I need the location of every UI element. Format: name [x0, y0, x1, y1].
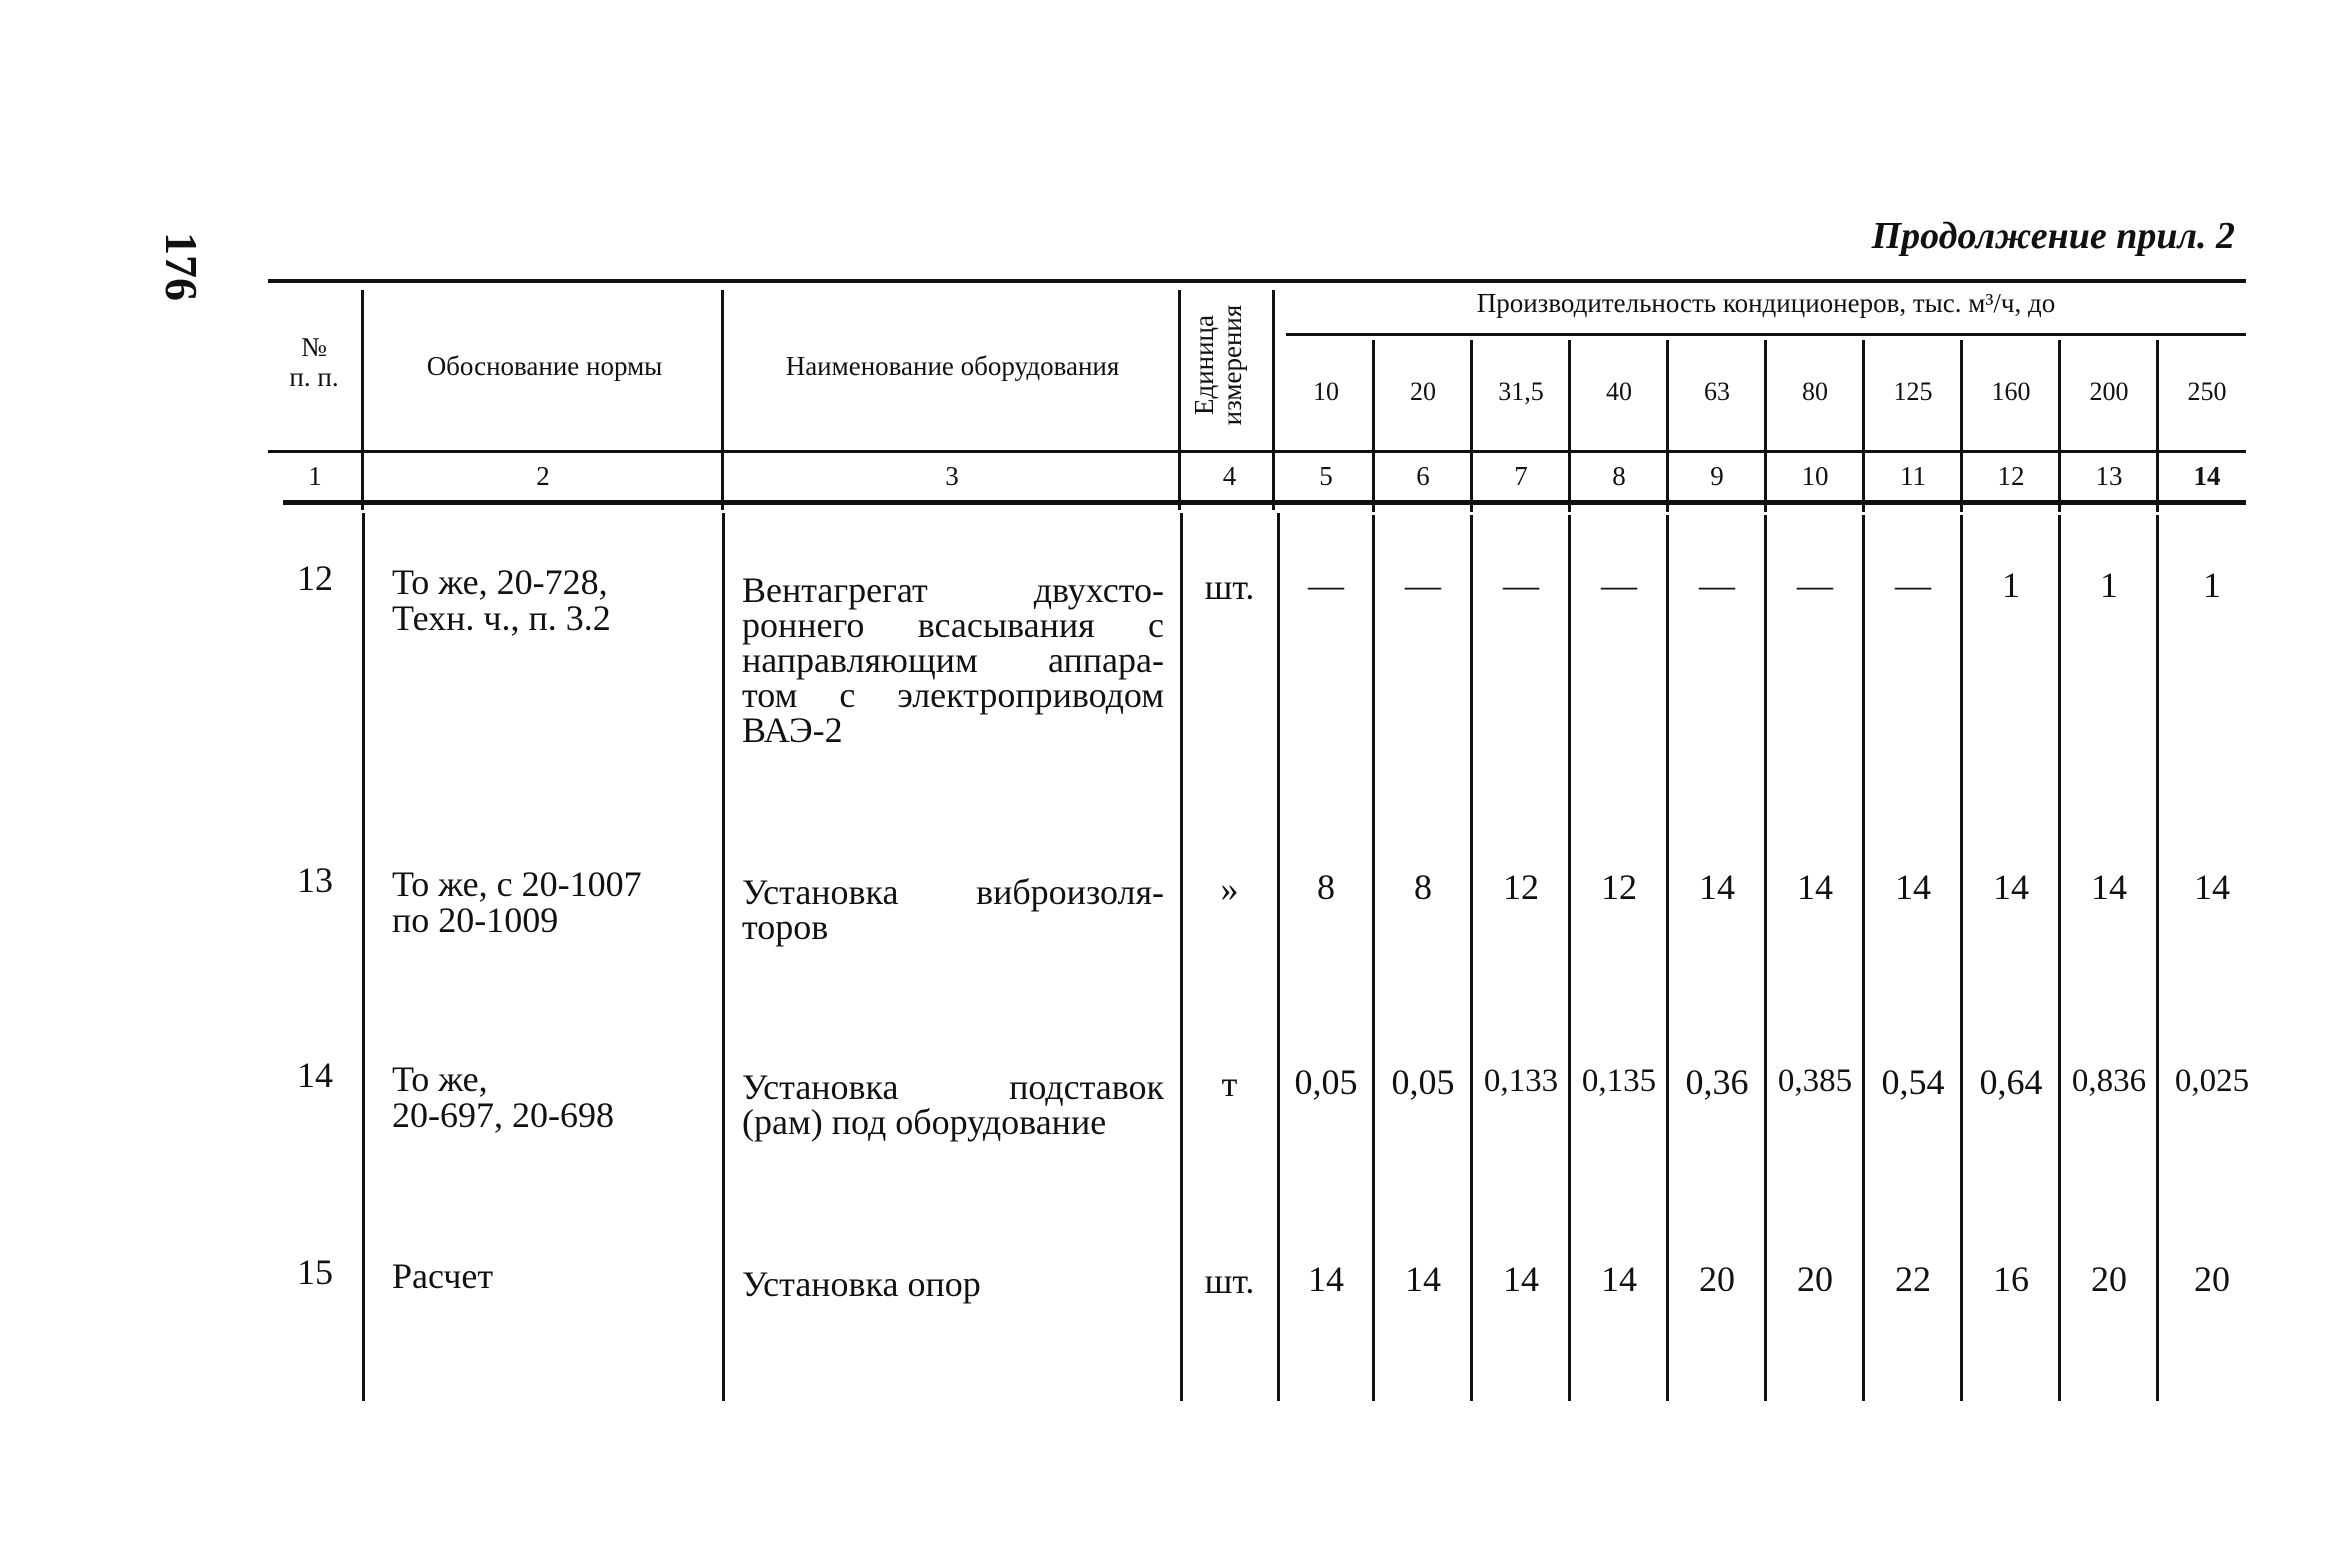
capacity-value: 8 [1317, 867, 1335, 907]
capacity-value: 0,54 [1881, 1062, 1945, 1102]
capacity-value: 0,836 [2071, 1063, 2147, 1099]
col-unit-header [1190, 290, 1270, 440]
capacity-value: 14 [2194, 867, 2230, 907]
column-number: 6 [1416, 461, 1430, 491]
capacity-value: 0,133 [1483, 1063, 1559, 1099]
capacity-value: 12 [1601, 867, 1637, 907]
capacity-value: 20 [2194, 1259, 2230, 1299]
column-number: 7 [1514, 461, 1528, 491]
capacity-value: — [1699, 565, 1735, 605]
capacity-value: 0,025 [2174, 1063, 2250, 1099]
equipment-name-line: роннего всасывания с [742, 605, 1164, 645]
column-number: 8 [1612, 461, 1626, 491]
capacity-value: 14 [1895, 867, 1931, 907]
equipment-name-line: торов [742, 907, 829, 947]
colnum-bottom-rule [283, 500, 2246, 505]
capacity-value: 14 [1699, 867, 1735, 907]
col-name-header: Наименование оборудования [785, 351, 1120, 381]
capacity-value: 0,05 [1294, 1062, 1358, 1102]
capacity-header-cell: 160 [1991, 377, 2031, 406]
column-number: 14 [2193, 461, 2221, 491]
header-bottom-rule [268, 450, 2246, 453]
capacity-value: 0,385 [1777, 1063, 1853, 1099]
col-no-header-line2: п. п. [289, 362, 339, 392]
capacity-value: 14 [1993, 867, 2029, 907]
continuation-caption: Продолжение прил. 2 [1871, 215, 2235, 257]
capacity-header-cell: 80 [1802, 377, 1828, 406]
capacity-value: 22 [1895, 1259, 1931, 1299]
basis-line: Расчет [392, 1256, 494, 1296]
capacity-value: 0,135 [1581, 1063, 1657, 1099]
column-number: 13 [2095, 461, 2123, 491]
row-number: 14 [297, 1055, 333, 1095]
page-number: 176 [156, 232, 207, 301]
capacity-title: Производительность кондиционеров, тыс. м³/ч, до [1476, 288, 2056, 318]
basis-line: То же, с 20-1007 [392, 864, 642, 904]
capacity-value: — [1405, 565, 1441, 605]
col-no-header [275, 332, 353, 392]
body-divider [362, 513, 365, 1401]
capacity-value: — [1308, 565, 1344, 605]
column-number: 9 [1710, 461, 1724, 491]
capacity-value: 14 [1308, 1259, 1344, 1299]
col-unit-header-line1: Единица [1189, 315, 1219, 416]
capacity-value: 1 [2002, 565, 2020, 605]
equipment-name-line: Установка подставок [742, 1067, 1164, 1107]
capacity-header-cell: 10 [1313, 377, 1339, 406]
col-basis-header: Обоснование нормы [426, 351, 663, 381]
capacity-header-cell: 31,5 [1498, 377, 1544, 406]
column-number: 1 [308, 461, 322, 491]
column-number: 2 [536, 461, 550, 491]
capacity-value: — [1503, 565, 1539, 605]
capacity-header-cell: 40 [1606, 377, 1632, 406]
capacity-value: 14 [1405, 1259, 1441, 1299]
equipment-name-line: Установка опор [742, 1264, 981, 1304]
unit-cell: т [1221, 1064, 1238, 1104]
column-number: 4 [1222, 461, 1237, 491]
capacity-value: 0,36 [1685, 1062, 1749, 1102]
column-number: 10 [1801, 461, 1829, 491]
unit-cell: » [1220, 869, 1239, 909]
capacity-header-cell: 20 [1410, 377, 1436, 406]
basis-line: То же, 20-728, [392, 562, 608, 602]
unit-cell: шт. [1204, 567, 1255, 607]
capacity-header-cell: 125 [1893, 377, 1933, 406]
column-number: 12 [1997, 461, 2025, 491]
basis-line: 20-697, 20-698 [392, 1095, 614, 1135]
column-number: 3 [945, 461, 959, 491]
equipment-name-line: (рам) под оборудование [742, 1102, 1107, 1142]
equipment-name-line: Установка виброизоля- [742, 872, 1164, 912]
capacity-value: 14 [1797, 867, 1833, 907]
col-unit-header-line2: измерения [1217, 304, 1247, 426]
equipment-name-line: ВАЭ-2 [742, 710, 843, 750]
capacity-value: 14 [2091, 867, 2127, 907]
capacity-header-cell: 250 [2187, 377, 2227, 406]
body-divider [722, 513, 725, 1401]
basis-line: Техн. ч., п. 3.2 [392, 598, 611, 638]
equipment-name-line: направляющим аппара- [742, 640, 1164, 680]
capacity-value: 1 [2203, 565, 2221, 605]
col-no-header-line1: № [301, 332, 327, 362]
capacity-value: 20 [1797, 1259, 1833, 1299]
column-number: 11 [1900, 461, 1926, 491]
row-number: 12 [297, 558, 333, 598]
row-number: 13 [297, 860, 333, 900]
unit-cell: шт. [1204, 1261, 1255, 1301]
capacity-value: 16 [1993, 1259, 2029, 1299]
capacity-value: — [1601, 565, 1637, 605]
capacity-value: 14 [1503, 1259, 1539, 1299]
table-top-rule [268, 279, 2246, 283]
capacity-value: 0,64 [1979, 1062, 2043, 1102]
capacity-value: — [1797, 565, 1833, 605]
row-number: 15 [297, 1252, 333, 1292]
capacity-title-rule [1286, 333, 2246, 336]
capacity-value: 1 [2100, 565, 2118, 605]
capacity-header-cell: 200 [2089, 377, 2129, 406]
capacity-value: 14 [1601, 1259, 1637, 1299]
equipment-name-line: том с электроприводом [742, 675, 1164, 715]
capacity-value: — [1895, 565, 1931, 605]
basis-line: по 20-1009 [392, 900, 559, 940]
column-number: 5 [1319, 461, 1333, 491]
capacity-value: 12 [1503, 867, 1539, 907]
capacity-value: 0,05 [1391, 1062, 1455, 1102]
capacity-value: 20 [1699, 1259, 1735, 1299]
capacity-value: 8 [1414, 867, 1432, 907]
capacity-value: 20 [2091, 1259, 2127, 1299]
equipment-name-line: Вентагрегат двухсто- [742, 570, 1164, 610]
capacity-header-cell: 63 [1704, 377, 1730, 406]
basis-line: То же, [392, 1059, 488, 1099]
